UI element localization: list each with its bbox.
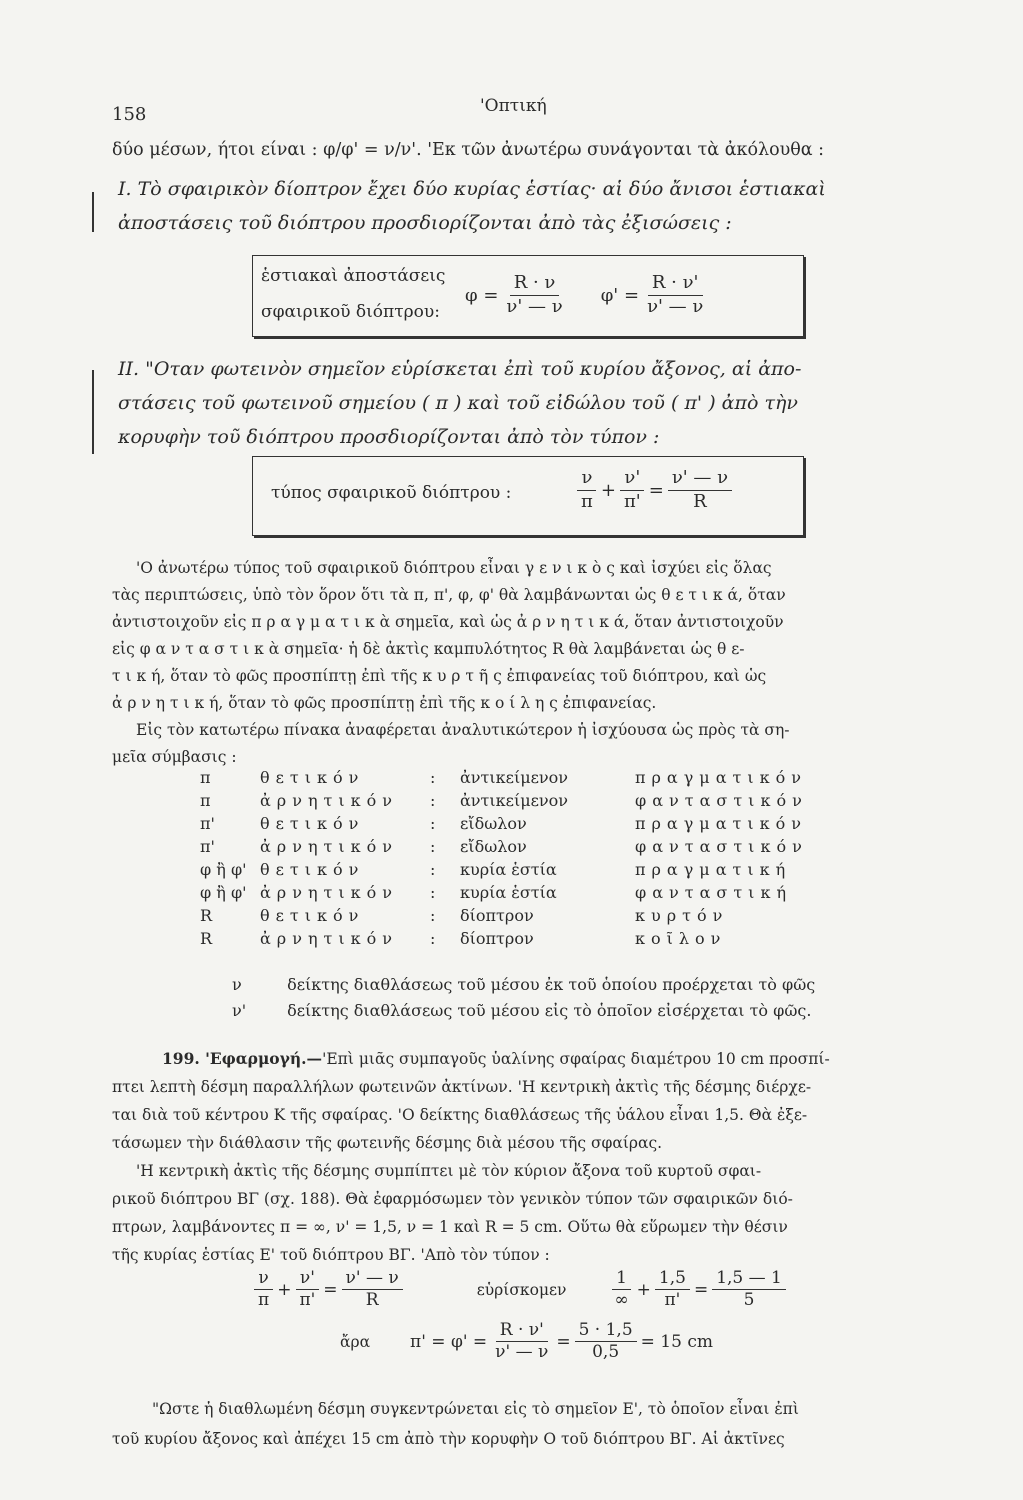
table-cell-symbol: π [200,768,211,787]
eq1-plus: + [277,1279,292,1300]
table-cell-sign: θετικόν [260,860,365,879]
focal-equations [465,272,711,318]
para-line: ἀ ρ ν η τ ι κ ή, ὅταν τὸ φῶς προσπίπτῃ ἐπὶ τῆς κ ο ί λ η ς ἐπιφανείας. [112,694,657,712]
eq2-h-num: 5 · 1,5 [575,1320,637,1342]
rhs-fraction [668,467,732,513]
equals-sign: = [648,479,664,501]
table-cell-colon: : [430,929,436,948]
app-line: ρικοῦ διόπτρου ΒΓ (σχ. 188). Θὰ ἐφαρμόσωμεν τὸν γενικὸν τύπον τῶν σφαιρικῶν διό- [112,1190,793,1208]
table-cell-symbol: φ ἢ φ' [200,860,247,879]
table-cell-sign: ἀρνητικόν [260,837,399,856]
table-cell-nature: φανταστική [635,883,793,902]
eq1-f-num: 1,5 — 1 [712,1268,786,1290]
sign-convention-table [200,768,808,952]
para-line: εἰς φ α ν τ α σ τ ι κ ὰ σημεῖα· ἡ δὲ ἀκτὶς καμπυλότητος R θὰ λαμβάνεται ὡς θ ε- [112,640,745,658]
eq1-e-num: 1,5 [655,1268,690,1290]
eq1-plus2: + [636,1279,651,1300]
rhs-den: R [693,490,707,512]
table-cell-colon: : [430,837,436,856]
table-cell-object: ἀντικείμενον [460,791,568,810]
eq1-equals2: = [693,1279,709,1300]
table-cell-symbol: R [200,929,213,948]
eq2-g-num: R · ν' [496,1320,548,1342]
eq1-f-den: 5 [743,1290,755,1311]
para-line: ἀντιστοιχοῦν εἰς π ρ α γ μ α τ ι κ ὰ σημεῖα, καὶ ὡς ἀ ρ ν η τ ι κ ά, ὅταν ἀντιστοιχοῦν [112,613,784,631]
table-row [200,768,808,791]
equation-2 [340,1320,713,1364]
table-cell-object: δίοπτρον [460,906,534,925]
section2-line2: στάσεις τοῦ φωτεινοῦ σημείου ( π ) καὶ τοῦ εἰδώλου τοῦ ( π' ) ἀπὸ τὴν [118,392,798,414]
table-cell-nature: φανταστικόν [635,837,808,856]
table-cell-object: κυρία ἑστία [460,883,557,902]
equation-1 [250,1268,790,1312]
table-cell-sign: θετικόν [260,814,365,833]
table-cell-sign: θετικόν [260,768,365,787]
table-cell-sign: ἀρνητικόν [260,791,399,810]
rhs-num: ν' — ν [668,467,732,491]
table-cell-symbol: π' [200,814,215,833]
table-row [200,791,808,814]
table-cell-object: κυρία ἑστία [460,860,557,879]
table-cell-colon: : [430,906,436,925]
phi-symbol: φ = [465,284,499,306]
eq1-word: εὑρίσκομεν [476,1280,567,1299]
eq1-d-den: ∞ [614,1290,629,1311]
eq1-a-den: π [258,1290,270,1311]
para-line: μεῖα σύμβασις : [112,748,237,766]
eq1-b-num: ν' [296,1268,319,1290]
table-cell-colon: : [430,768,436,787]
nuprime-num: ν' [620,467,644,491]
table-cell-nature: κυρτόν [635,906,729,925]
app-line: 'Επὶ μιᾶς συμπαγοῦς ὑαλίνης σφαίρας διαμέτρου 10 cm προσπί- [322,1050,830,1068]
lens-formula-box [252,456,804,536]
eq2-h-den: 0,5 [592,1342,620,1363]
para-line: 'Ο ἀνωτέρω τύπος τοῦ σφαιρικοῦ διόπτρου εἶναι γ ε ν ι κ ὸ ς καὶ ἰσχύει εἰς ὅλας [136,559,772,577]
table-row [200,814,808,837]
app-line: τῆς κυρίας ἑστίας Ε' τοῦ διόπτρου ΒΓ. 'Απὸ τὸν τύπον : [112,1246,550,1264]
table-cell-colon: : [430,883,436,902]
piprime-den: π' [623,490,641,512]
table-cell-object: εἴδωλον [460,814,527,833]
nu-prime-row [232,1001,811,1020]
phi-fraction [502,272,566,318]
phi-prime-denominator: ν' — ν [647,295,704,317]
eq2-g-den: ν' — ν [495,1342,549,1363]
para-line: Εἰς τὸν κατωτέρω πίνακα ἀναφέρεται ἀναλυτικώτερον ἡ ἰσχύουσα ὡς πρὸς τὰ ση- [136,721,790,739]
focal-formula-box [252,255,804,337]
page-number: 158 [112,104,147,125]
running-title: 'Οπτική [480,96,547,116]
table-row [200,883,808,906]
phi-denominator: ν' — ν [506,295,563,317]
table-cell-colon: : [430,814,436,833]
section1-line1: I. Τὸ σφαιρικὸν δίοπτρον ἔχει δύο κυρίας ἑστίας· αἱ δύο ἄνισοι ἑστιακαὶ [118,178,826,200]
table-cell-object: ἀντικείμενον [460,768,568,787]
nu-row [232,975,815,994]
app-line: 'Η κεντρικὴ ἀκτὶς τῆς δέσμης συμπίπτει μὲ τὸν κύριον ἄξονα τοῦ κυρτοῦ σφαι- [136,1162,762,1180]
eq2-word: ἄρα [340,1332,371,1351]
eq1-b-den: π' [299,1290,316,1311]
app-line: τάσωμεν τὴν διάθλασιν τῆς φωτεινῆς δέσμης διὰ μέσου τῆς σφαίρας. [112,1134,663,1152]
margin-bar-2 [92,370,94,454]
nuprime-over-piprime [620,467,645,513]
box1-label1: ἑστιακαὶ ἀποστάσεις [261,266,446,286]
nu-over-pi [577,467,597,513]
table-cell-symbol: π [200,791,211,810]
margin-bar-1 [92,192,94,232]
box1-label2: σφαιρικοῦ διόπτρου: [261,302,440,322]
table-cell-symbol: π' [200,837,215,856]
eq1-e-den: π' [664,1290,681,1311]
phi-prime-symbol: φ' = [600,284,640,306]
application-heading: 199. 'Εφαρμογή.— [162,1049,323,1068]
nu-symbol: ν [232,975,242,994]
convention-paragraph [112,555,790,771]
table-cell-nature: πραγματικόν [635,768,807,787]
box2-label: τύπος σφαιρικοῦ διόπτρου : [271,483,512,503]
table-row [200,837,808,860]
table-cell-sign: ἀρνητικόν [260,929,399,948]
table-cell-nature: πραγματικόν [635,814,807,833]
table-cell-nature: φανταστικόν [635,791,808,810]
final-paragraph [112,1394,799,1454]
table-cell-colon: : [430,791,436,810]
app-line: ται διὰ τοῦ κέντρου Κ τῆς σφαίρας. 'Ο δείκτης διαθλάσεως τῆς ὑάλου εἶναι 1,5. Θὰ ἐξε- [112,1106,808,1124]
table-cell-sign: θετικόν [260,906,365,925]
eq2-result: = 15 cm [640,1331,713,1352]
eq1-e [655,1268,690,1312]
eq2-equals: = [556,1331,571,1352]
table-row [200,860,808,883]
final-line: "Ωστε ἡ διαθλωμένη δέσμη συγκεντρώνεται εἰς τὸ σημεῖον Ε', τὸ ὁποῖον εἶναι ἐπὶ [152,1400,799,1418]
eq1-b [295,1268,319,1312]
application-section [112,1045,830,1269]
table-cell-symbol: R [200,906,213,925]
eq2-h [575,1320,637,1364]
table-cell-object: εἴδωλον [460,837,527,856]
phi-numerator: R · ν [510,272,560,296]
nu-prime-description: δείκτης διαθλάσεως τοῦ μέσου εἰς τὸ ὁποῖον εἰσέρχεται τὸ φῶς. [287,1001,812,1020]
table-cell-nature: κοῖλον [635,929,727,948]
eq1-c [342,1268,403,1312]
section1-line2: ἀποστάσεις τοῦ διόπτρου προσδιορίζονται ἀπὸ τὰς ἐξισώσεις : [118,212,732,234]
eq1-a-num: ν [254,1268,272,1290]
eq1-c-den: R [365,1290,379,1311]
eq1-d-num: 1 [612,1268,631,1290]
table-cell-nature: πραγματική [635,860,792,879]
para-line: τ ι κ ή, ὅταν τὸ φῶς προσπίπτῃ ἐπὶ τῆς κ υ ρ τ ῆ ς ἐπιφανείας τοῦ διόπτρου, καὶ ὡς [112,667,767,685]
eq1-equals: = [323,1279,338,1300]
table-cell-sign: ἀρνητικόν [260,883,399,902]
eq1-a [254,1268,273,1312]
eq2-lhs: π' = φ' = [410,1331,488,1352]
nu-num: ν [577,467,596,491]
phi-prime-fraction [643,272,707,318]
nu-prime-symbol: ν' [232,1001,247,1020]
table-cell-colon: : [430,860,436,879]
nu-description: δείκτης διαθλάσεως τοῦ μέσου ἐκ τοῦ ὁποίου προέρχεται τὸ φῶς [287,975,816,994]
app-line: πτρων, λαμβάνοντες π = ∞, ν' = 1,5, ν = 1 καὶ R = 5 cm. Οὕτω θὰ εὕρωμεν τὴν θέσιν [112,1218,788,1236]
table-row [200,906,808,929]
app-line: πτει λεπτὴ δέσμη παραλλήλων φωτεινῶν ἀκτίνων. 'Η κεντρικὴ ἀκτὶς τῆς δέσμης διέρχε- [112,1078,812,1096]
section2-line3: κορυφὴν τοῦ διόπτρου προσδιορίζονται ἀπὸ τὸν τύπον : [118,426,660,448]
lens-equation [573,467,736,513]
plus-sign: + [600,479,616,501]
final-line: τοῦ κυρίου ἄξονος καὶ ἀπέχει 15 cm ἀπὸ τὴν κορυφὴν Ο τοῦ διόπτρου ΒΓ. Αἱ ἀκτῖνες [112,1430,785,1448]
pi-den: π [581,490,593,512]
table-cell-object: δίοπτρον [460,929,534,948]
table-row [200,929,808,952]
phi-prime-numerator: R · ν' [648,272,703,296]
eq1-d [610,1268,632,1312]
table-cell-symbol: φ ἢ φ' [200,883,247,902]
eq1-c-num: ν' — ν [342,1268,403,1290]
eq1-f [712,1268,786,1312]
section2-line1: II. "Οταν φωτεινὸν σημεῖον εὑρίσκεται ἐπὶ τοῦ κυρίου ἄξονος, αἱ ἀπο- [118,358,802,380]
para-line: τὰς περιπτώσεις, ὑπὸ τὸν ὅρον ὅτι τὰ π, π', φ, φ' θὰ λαμβάνωνται ὡς θ ε τ ι κ ά, ὅταν [112,586,786,604]
eq2-g [491,1320,552,1364]
intro-line: δύο μέσων, ήτοι είναι : φ/φ' = ν/ν'. 'Εκ τῶν ἀνωτέρω συνάγονται τὰ ἀκόλουθα : [112,140,825,160]
